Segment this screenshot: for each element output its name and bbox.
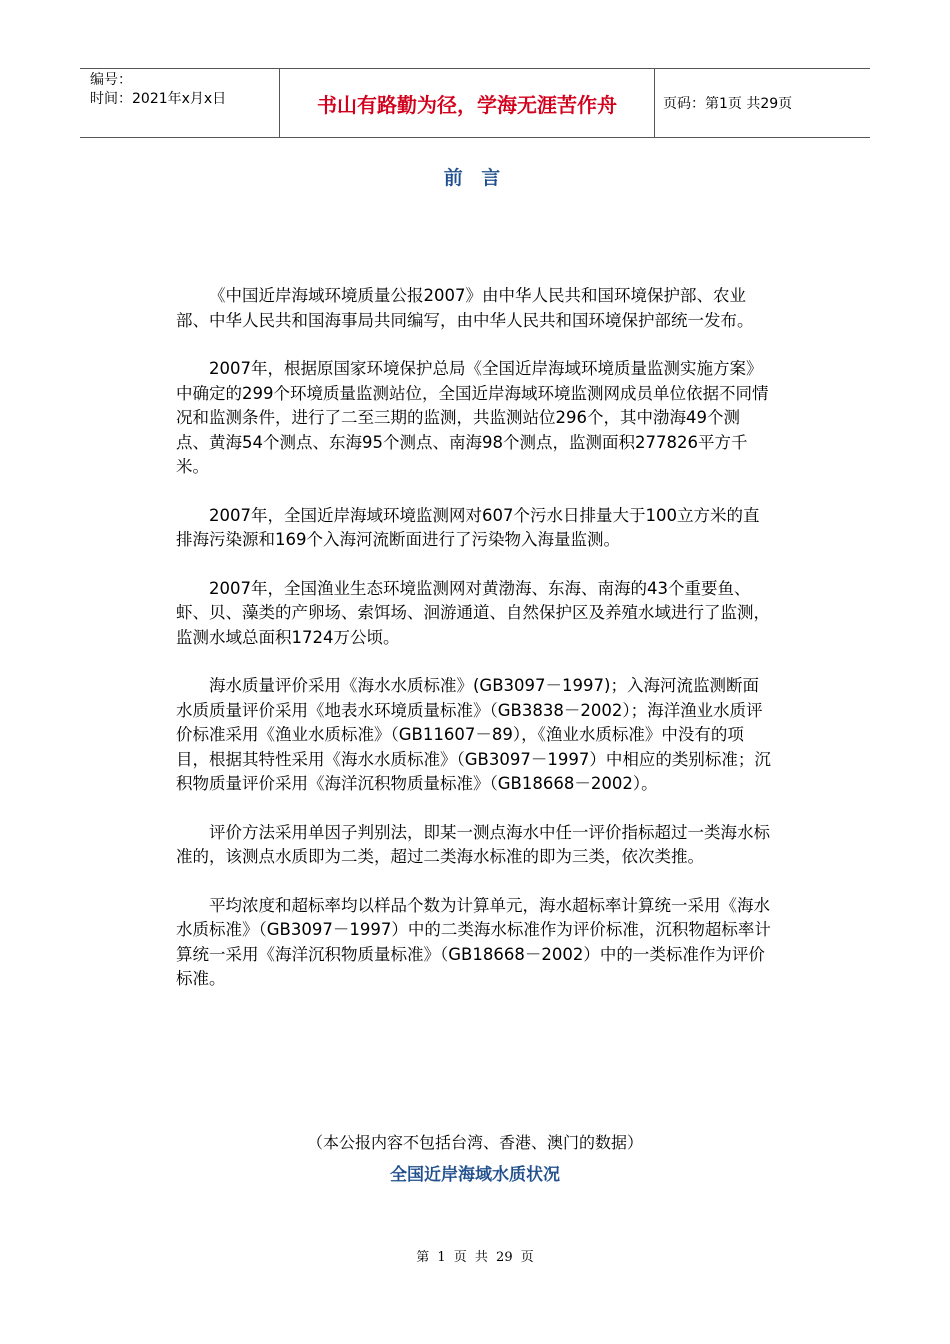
section-title: 全国近岸海域水质状况 [390,1165,560,1185]
header-meta [80,69,280,137]
paragraph: 2007年，全国渔业生态环境监测网对黄渤海、东海、南海的43个重要鱼、虾、贝、藻类的产卵场、索饵场、洄游通道、自然保护区及养殖水域进行了监测，监测水域总面积1724万公顷。 [176,578,770,647]
header-motto: 书山有路勤为径，学海无涯苦作舟 [280,69,655,137]
date-label: 时间：2021年x月x日 [90,91,227,107]
scope-note: （本公报内容不包括台湾、香港、澳门的数据） [306,1133,643,1152]
header-page-info: 页码：第1页 共29页 [663,96,793,112]
body-text [176,284,772,1016]
paragraph: 平均浓度和超标率均以样品个数为计算单元，海水超标率计算统一采用《海水水质标准》（GB3097－1997）中的二类海水标准作为评价标准，沉积物超标率计算统一采用《海洋沉积物质量标准》（GB18668－2002）中的一类标准作为评价标准。 [176,895,771,988]
paragraph: 海水质量评价采用《海水水质标准》(GB3097－1997)；入海河流监测断面水质质量评价采用《地表水环境质量标准》（GB3838－2002）；海洋渔业水质评价标准采用《渔业水质标准》（GB11607－89），《渔业水质标准》中没有的项目，根据其特性采用《海水水质标准》（GB3097－1997）中相应的类别标准；沉积物质量评价采用《海洋沉积物质量标准》（GB18668－2002）。 [176,676,771,793]
paragraph: 2007年，全国近岸海域环境监测网对607个污水日排量大于100立方米的直排海污染源和169个入海河流断面进行了污染物入海量监测。 [176,505,760,549]
page-header [80,68,870,138]
preface-title: 前 言 [443,167,507,189]
paragraph: 《中国近岸海域环境质量公报2007》由中华人民共和国环境保护部、农业部、中华人民共和国海事局共同编写，由中华人民共和国环境保护部统一发布。 [176,286,754,330]
page-footer: 第 1 页 共 29 页 [416,1250,534,1265]
paragraph: 评价方法采用单因子判别法，即某一测点海水中任一评价指标超过一类海水标准的，该测点水质即为二类，超过二类海水标准的即为三类，依次类推。 [176,822,770,866]
paragraph: 2007年，根据原国家环境保护总局《全国近岸海域环境质量监测实施方案》中确定的299个环境质量监测站位，全国近岸海域环境监测网成员单位依据不同情况和监测条件，进行了二至三期的监测，共监测站位296个，其中渤海49个测点、黄海54个测点、东海95个测点、南海98个测点，监测面积277826平方千米。 [176,359,769,476]
number-label: 编号： [90,72,132,88]
